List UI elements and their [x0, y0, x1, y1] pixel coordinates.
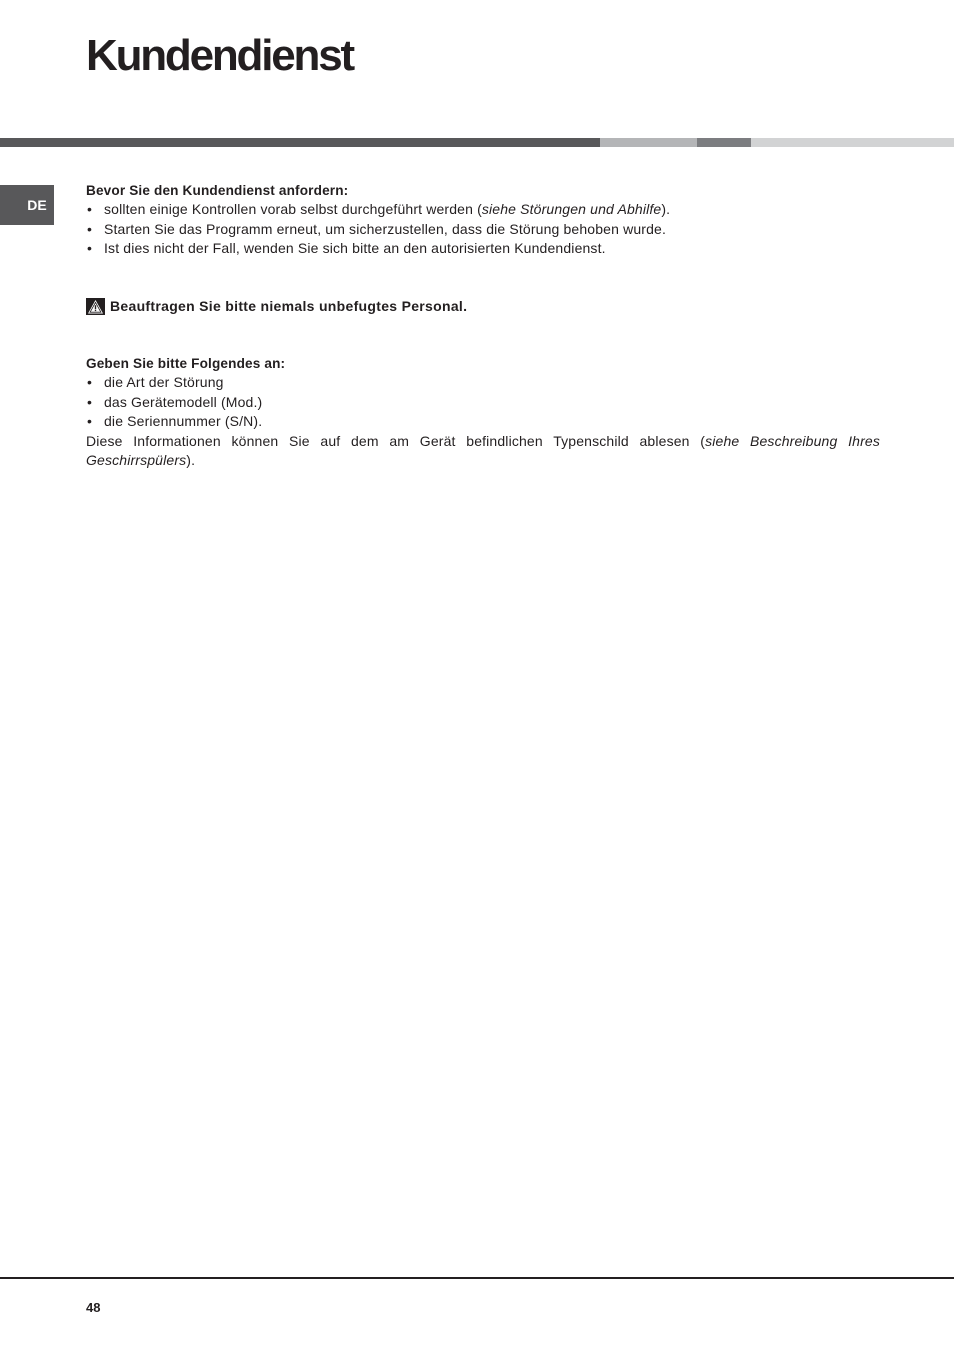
- info-text: Diese Informationen können Sie auf dem am Gerät befindlichen Typenschild ablesen (: [86, 432, 706, 449]
- section-heading: Bevor Sie den Kundendienst anfordern:: [86, 183, 349, 198]
- page-title: Kundendienst: [86, 31, 353, 80]
- list-item: • das Gerätemodell (Mod.): [86, 393, 880, 412]
- header-bar-segment-lighter: [751, 138, 954, 147]
- list-item: [86, 220, 880, 239]
- section-before-service: [86, 181, 880, 259]
- cross-reference: siehe Störungen und Abhilfe: [481, 201, 662, 218]
- list-item: [86, 239, 880, 258]
- list-item-text: Starten Sie das Programm erneut, um sicherzustellen, dass die Störung behoben wurde.: [104, 220, 667, 237]
- footer-rule: [0, 1277, 954, 1279]
- section-heading: Geben Sie bitte Folgendes an:: [86, 356, 286, 372]
- main-content: [86, 181, 880, 470]
- header-bar-segment-light: [600, 138, 697, 147]
- list-item-text: sollten einige Kontrollen vorab selbst durchgeführt werden (: [104, 201, 482, 218]
- warning-triangle-icon: [86, 298, 105, 315]
- info-paragraph: [86, 432, 880, 471]
- header-bar-segment-dark: [0, 138, 600, 147]
- info-list: [86, 373, 880, 431]
- section-provide-info: [86, 354, 880, 470]
- list-item-text-end: ).: [661, 201, 671, 218]
- language-tab: DE: [0, 185, 54, 225]
- header-bar-segment-mid: [697, 138, 751, 147]
- list-item-text: Ist dies nicht der Fall, wenden Sie sich bitte an den autorisierten Kundendienst.: [104, 240, 606, 257]
- warning-text: Beauftragen Sie bitte niemals unbefugtes Personal.: [110, 297, 468, 314]
- list-item: • die Art der Störung: [86, 373, 880, 392]
- list-item: • die Seriennummer (S/N).: [86, 412, 880, 431]
- info-text-end: ).: [186, 452, 196, 469]
- warning-notice: [86, 297, 880, 316]
- page-number: 48: [86, 1300, 101, 1315]
- header-color-bar: [0, 138, 954, 147]
- list-item: [86, 200, 880, 219]
- cross-reference: siehe Beschreibung Ihres Geschirrspülers: [86, 432, 880, 469]
- checklist: [86, 200, 880, 258]
